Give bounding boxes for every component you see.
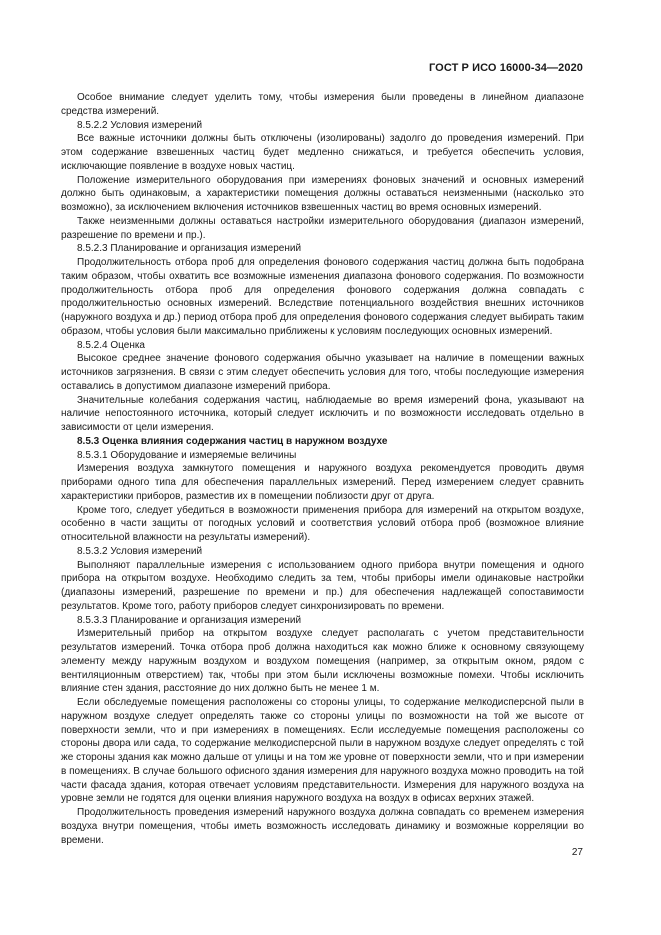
paragraph: Если обследуемые помещения расположены со стороны улицы, то содержание мелкодисперсной пыли в наружном воздухе следует определять также со стороны улицы по возможности на той же высоте от поверхности земли, что и при измерениях в помещениях. Если исследуемые помещения расположены со стороны двора или сада, то содержание мелкодисперсной пыли в наружном воздухе следует определять с той же стороны здания как можно дальше от улицы и на том же уровне от поверхности земли, что и при измерении в помещениях. В случае большого офисного здания измерения для наружного воздуха можно проводить на той части фасада здания, которая отвечает условиям представительности. Измерения для наружного воздуха на уровне земли не годятся для оценки влияния наружного воздуха на воздух в офисах верхних этажей. [61,697,584,805]
subsection-heading: 8.5.3.3 Планирование и организация измерений [77,614,302,626]
document-header: ГОСТ Р ИСО 16000-34—2020 [428,62,583,74]
paragraph: Положение измерительного оборудования при измерениях фоновых значений и основных измерений должно быть одинаковым, а характеристики помещения должны оставаться неизменными (насколько это возможно), за исключением включения источников взвешенных частиц во время основных измерений. [61,174,584,213]
section-heading: 8.5.3 Оценка влияния содержания частиц в наружном воздухе [77,435,388,447]
paragraph: Выполняют параллельные измерения с использованием одного прибора внутри помещения и одного прибора на открытом воздухе. Необходимо следить за тем, чтобы приборы имели одинаковые настройки (диапазоны измерений, разрешение по времени и пр.) для обеспечения надлежащей сопоставимости результатов. Кроме того, работу приборов следует синхронизировать по времени. [61,559,584,612]
paragraph: Продолжительность отбора проб для определения фонового содержания частиц должна быть подобрана таким образом, чтобы охватить все возможные изменения диапазона фонового содержания. По возможности продолжительность отбора проб для определения фонового содержания должна совпадать с продолжительностью основных измерений. Вследствие потенциального воздействия внешних источников (наружного воздуха и др.) период отбора проб для определения фонового содержания следует выбирать таким образом, чтобы условия были максимально приближены к условиям последующих основных измерений. [61,257,584,337]
paragraph: Особое внимание следует уделить тому, чтобы измерения были проведены в линейном диапазоне средства измерений. [61,92,584,117]
subsection-heading: 8.5.3.2 Условия измерений [77,545,203,557]
paragraph: Продолжительность проведения измерений наружного воздуха должна совпадать со временем измерения воздуха внутри помещения, чтобы иметь возможность исследовать динамику и возможные корреляции во времени. [61,807,584,846]
subsection-heading: 8.5.2.2 Условия измерений [77,119,203,131]
paragraph: Кроме того, следует убедиться в возможности применения прибора для измерений на открытом воздухе, особенно в части защиты от погодных условий и соответствия условий отбора проб (возможное влияние относительной влажности на результаты измерений). [61,504,584,543]
paragraph: Все важные источники должны быть отключены (изолированы) задолго до проведения измерений. При этом содержание взвешенных частиц будет медленно снижаться, и требуется обеспечить условия, исключающие появление в воздухе новых частиц. [61,133,584,172]
paragraph: Измерения воздуха замкнутого помещения и наружного воздуха рекомендуется проводить двумя приборами одного типа для обеспечения параллельных измерений. Перед измерением следует сравнить характеристики приборов, разместив их в помещении поблизости друг от друга. [61,463,584,502]
document-body [61,91,584,847]
paragraph: Измерительный прибор на открытом воздухе следует располагать с учетом представительности результатов измерений. Точка отбора проб должна находиться как можно ближе к основному связующему элементу между наружным воздухом и воздухом помещения (например, за открытым окном, рядом с вентиляционным отверстием) так, чтобы при этом были исключены возможные помехи. Чтобы исключить влияние стен здания, расстояние до них должно быть не менее 1 м. [61,628,584,695]
paragraph: Также неизменными должны оставаться настройки измерительного оборудования (диапазон измерений, разрешение по времени и пр.). [61,215,584,241]
subsection-heading: 8.5.2.4 Оценка [77,339,145,351]
page-number: 27 [571,847,583,858]
paragraph: Значительные колебания содержания частиц, наблюдаемые во время измерений фона, указывают на наличие непостоянного источника, который следует исключить и по возможности исследовать отдельно в зависимости от цели измерения. [61,394,584,433]
subsection-heading: 8.5.3.1 Оборудование и измеряемые величины [77,449,297,461]
paragraph: Высокое среднее значение фонового содержания обычно указывает на наличие в помещении важных источников загрязнения. В связи с этим следует обеспечить условия для того, чтобы последующие измерения оставались в допустимом диапазоне измерений прибора. [61,353,584,392]
subsection-heading: 8.5.2.3 Планирование и организация измерений [77,243,302,255]
